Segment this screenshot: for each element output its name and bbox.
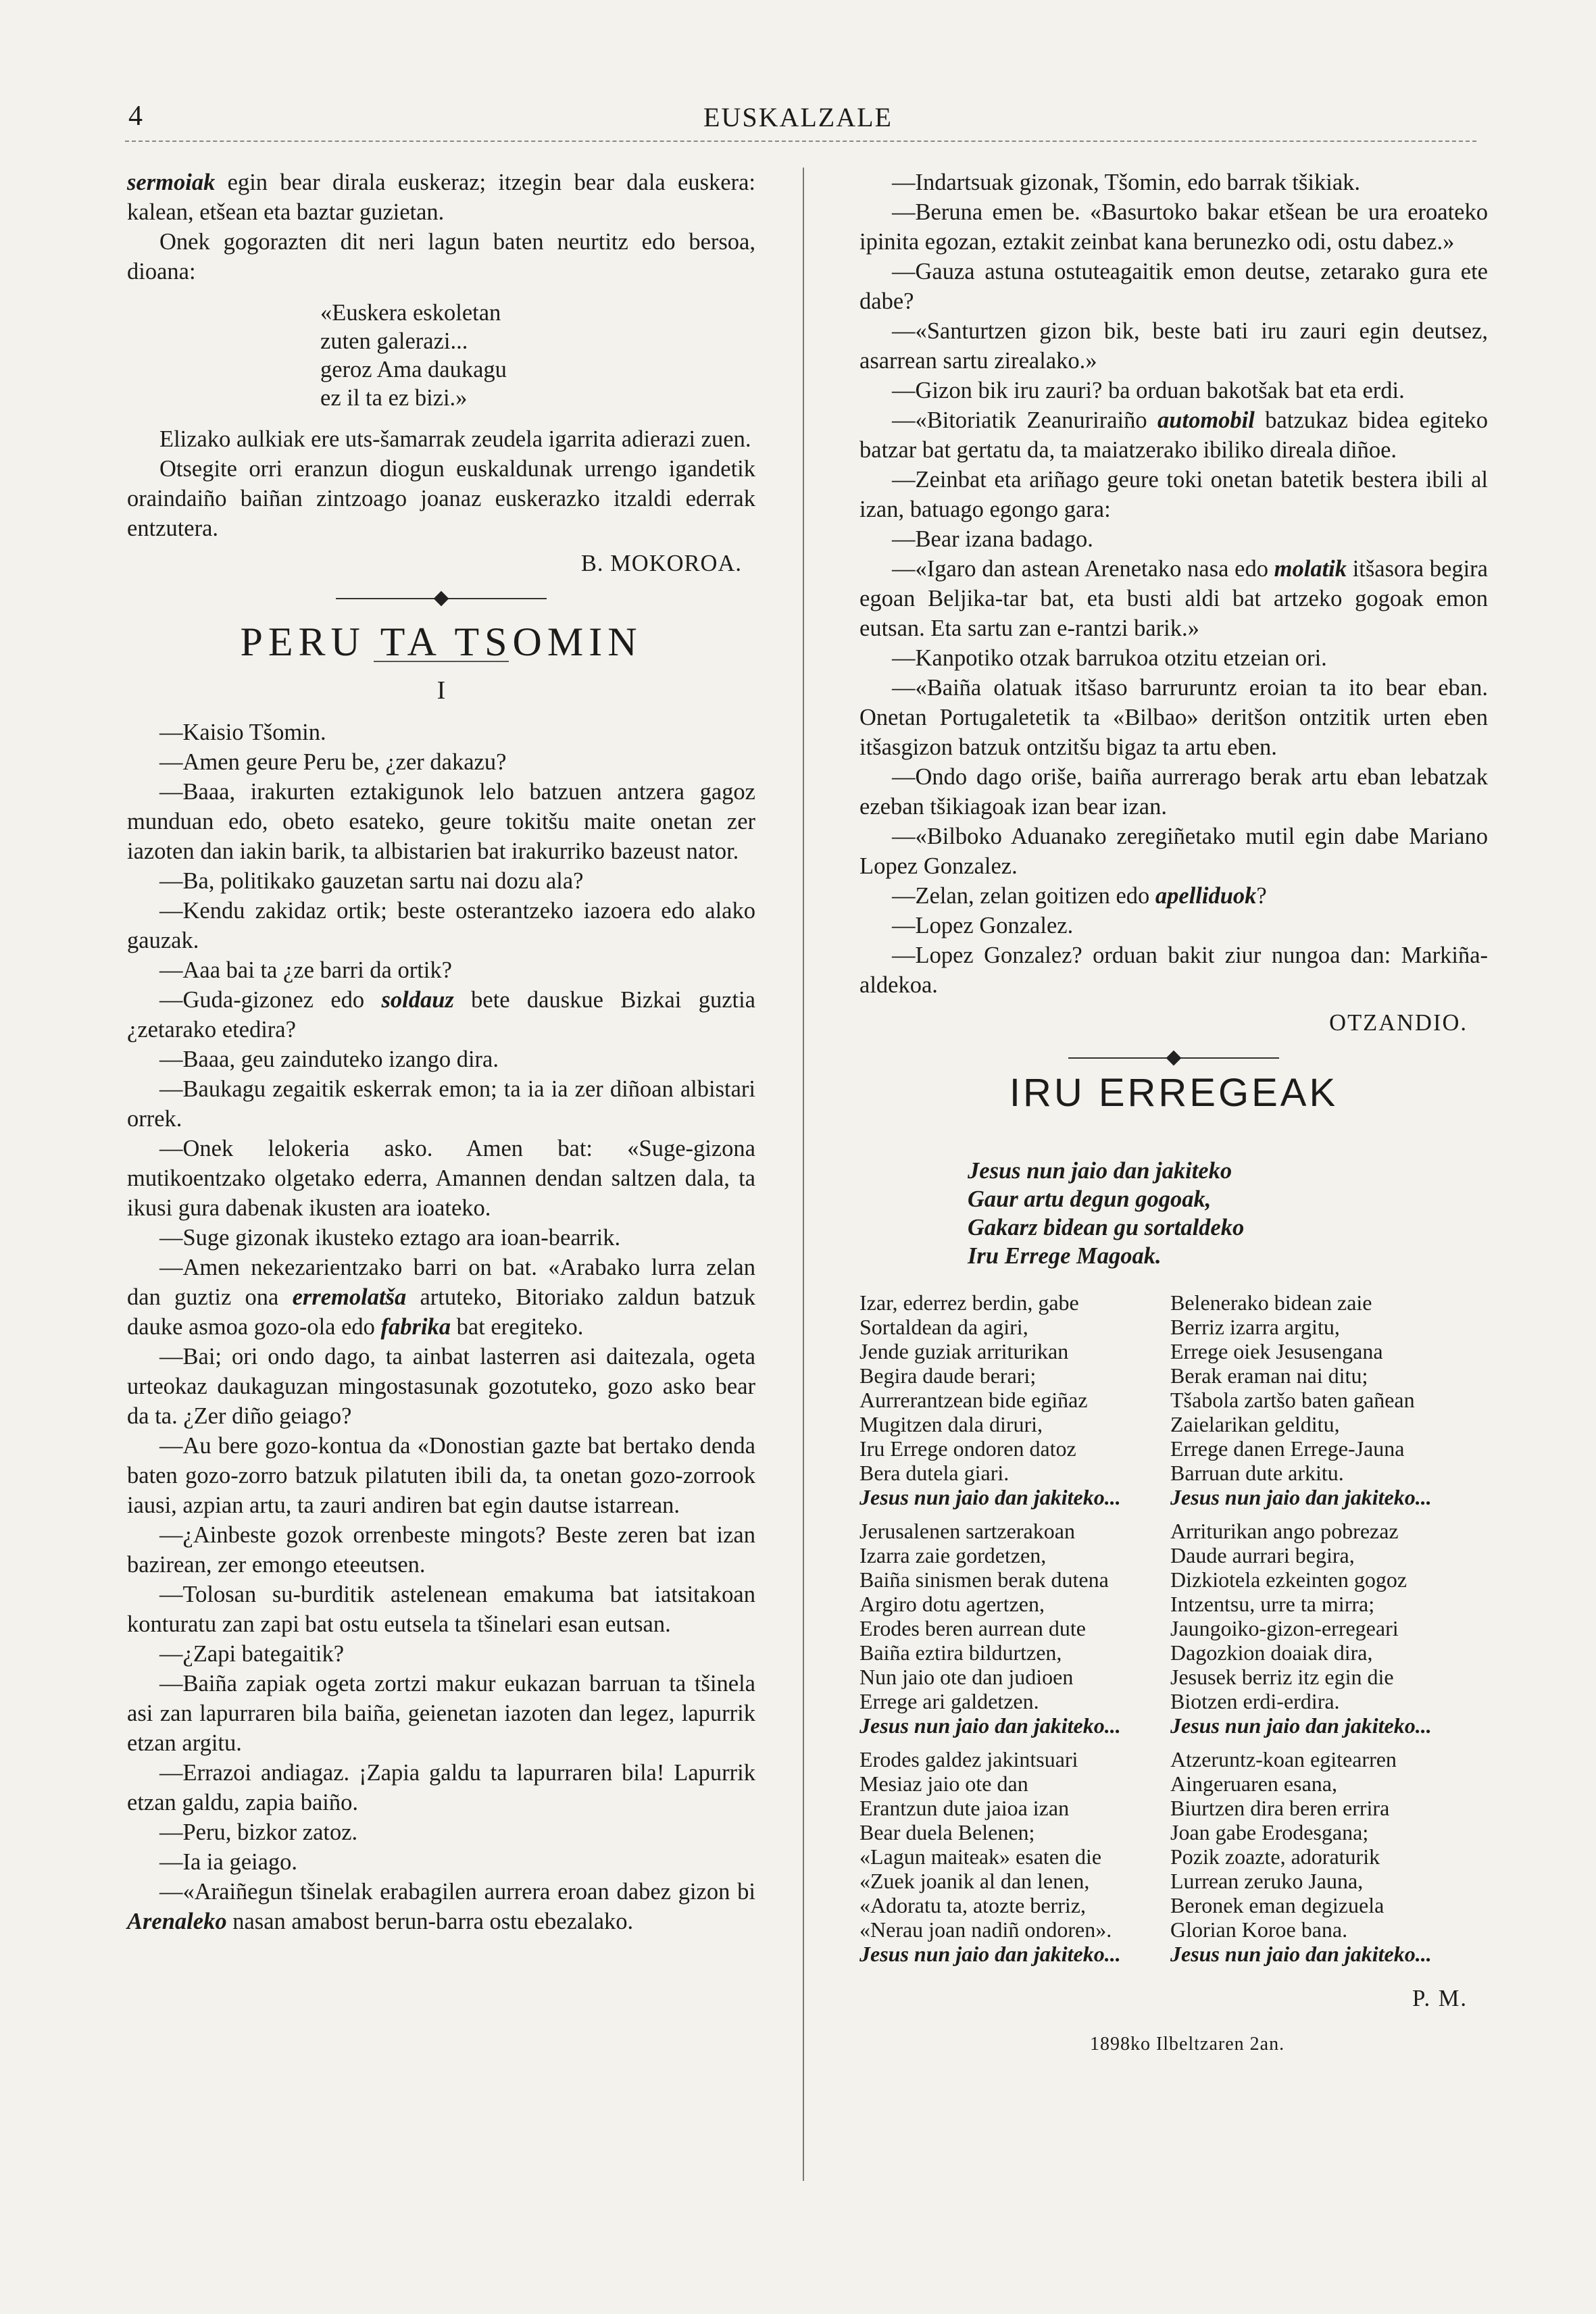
dialogue-line: —«Bilboko Aduanako zeregiñetako mutil egin dabe Mariano Lopez Gonzalez.	[859, 824, 1488, 879]
dialogue-line: —Amen geure Peru be, ¿zer dakazu?	[159, 749, 507, 775]
verse-line: ez il ta ez bizi.»	[320, 385, 468, 411]
poem-line: Zaielarikan gelditu,	[1170, 1412, 1340, 1436]
text-run: —Zelan, zelan goitizen edo	[892, 883, 1155, 909]
poem-line: Erantzun dute jaioa izan	[859, 1796, 1070, 1820]
dialogue-line: —Kaisio Tšomin.	[159, 720, 326, 745]
dialogue-line: —¿Ainbeste gozok orrenbeste mingots? Beste zeren bat izan bazirean, zer emongo eteeutsen.	[127, 1522, 755, 1578]
masthead-title: EUSKALZALE	[703, 102, 893, 132]
poem-line: Jende guziak arriturikan	[859, 1339, 1069, 1363]
poem-line: Nun jaio ote dan judioen	[859, 1665, 1074, 1689]
dialogue-line: —Kanpotiko otzak barrukoa otzitu etzeian ori.	[892, 645, 1327, 671]
dialogue-line: —¿Zapi bategaitik?	[159, 1641, 345, 1667]
date-note: 1898ko Ilbeltzaren 2an.	[1089, 2034, 1285, 2055]
poem-line: Biurtzen dira beren errira	[1170, 1796, 1390, 1820]
verse-line: geroz Ama daukagu	[320, 357, 507, 382]
dialogue-line: —Au bere gozo-kontua da «Donostian gazte bat bertako denda baten gozo-zorro batzuk pilatuten ibili da, ta onetan gozo-zorrook iausi, azpian artu, ta zauri andiren bat egin dautse istarrean.	[127, 1433, 755, 1518]
signature: OTZANDIO.	[1329, 1010, 1468, 1036]
verse-line: zuten galerazi...	[320, 328, 468, 354]
poem-line: Mugitzen dala diruri,	[859, 1412, 1043, 1436]
right-column	[859, 168, 1488, 2059]
signature: B. MOKOROA.	[580, 551, 742, 576]
italic-word: soldauz	[381, 987, 454, 1013]
intro-line: Iru Errege Magoak.	[968, 1243, 1162, 1269]
italic-word: Arenaleko	[127, 1909, 227, 1934]
dialogue-line: —Baukagu zegaitik eskerrak emon; ta ia ia zer diñoan albistari orrek.	[127, 1076, 755, 1132]
poem-line: Berriz izarra argitu,	[1170, 1315, 1340, 1339]
refrain-line: Jesus nun jaio dan jakiteko...	[1170, 1485, 1432, 1509]
dialogue-line	[859, 881, 1488, 911]
poem-line: Errege oiek Jesusengana	[1170, 1339, 1383, 1363]
section-title: IRU ERREGEAK	[1009, 1071, 1339, 1115]
left-column	[127, 168, 755, 1936]
text-run: egin bear dirala euskeraz; itzegin bear dala euskera: kalean, etšean eta baztar guzietan.	[127, 170, 755, 225]
text-run: —Amen nekezarientzako barri on bat. «Arabako lurra zelan dan guztiz ona	[127, 1255, 755, 1310]
poem	[859, 1290, 1488, 1976]
intro-line: Jesus nun jaio dan jakiteko	[968, 1158, 1232, 1184]
poem-line: Glorian Koroe bana.	[1170, 1917, 1348, 1942]
text-run: batzukaz bidea egiteko batzar bat gertatu da, ta maiatzerako ibiliko direala diñoe.	[859, 407, 1489, 463]
text-run: —«Araiñegun tšinelak erabagilen aurrera eroan dabez gizon bi	[159, 1879, 755, 1905]
dialogue-line: —«Santurtzen gizon bik, beste bati iru zauri egin deutsez, asarrean sartu zirealako.»	[859, 318, 1488, 374]
intro-line: Gakarz bidean gu sortaldeko	[968, 1215, 1245, 1240]
dialogue-line	[127, 1877, 755, 1936]
dialogue-line: —Kendu zakidaz ortik; beste osterantzeko iazoera edo alako gauzak.	[127, 898, 755, 953]
poem-signature: P. M.	[1412, 1986, 1468, 2011]
poem-line: Pozik zoazte, adoraturik	[1170, 1844, 1380, 1869]
poem-line: Berak eraman nai ditu;	[1170, 1363, 1368, 1388]
poem-line: Baiña sinismen berak dutena	[859, 1567, 1109, 1592]
text-run: ?	[1256, 883, 1267, 909]
poem-line: Bera dutela giari.	[859, 1461, 1009, 1485]
poem-line: Tšabola zartšo baten gañean	[1170, 1388, 1415, 1412]
poem-line: Belenerako bidean zaie	[1170, 1290, 1372, 1315]
poem-line: Erodes galdez jakintsuari	[859, 1747, 1078, 1771]
stanza	[1170, 1519, 1488, 1738]
italic-word: sermoiak	[127, 170, 216, 195]
poem-line: Izar, ederrez berdin, gabe	[859, 1290, 1079, 1315]
italic-word: fabrika	[380, 1314, 451, 1340]
poem-line: Begira daude berari;	[859, 1363, 1037, 1388]
refrain-line: Jesus nun jaio dan jakiteko...	[1170, 1942, 1432, 1966]
poem-line: Aingeruaren esana,	[1170, 1771, 1337, 1796]
poem-line: Intzentsu, urre ta mirra;	[1170, 1592, 1375, 1616]
ornament-divider	[127, 593, 755, 604]
text-run: —«Igaro dan astean Arenetako nasa edo	[892, 556, 1274, 582]
poem-line: Lurrean zeruko Jauna,	[1170, 1869, 1364, 1893]
stanza	[1170, 1747, 1488, 1966]
dialogue-line: —Ia ia geiago.	[159, 1849, 298, 1875]
dialogue-line: —Peru, bizkor zatoz.	[159, 1819, 358, 1845]
dialogue-line	[127, 1253, 755, 1342]
paragraph	[127, 168, 755, 227]
dialogue-line: —Tolosan su-burditik astelenean emakuma bat iatsitakoan konturatu zan zapi bat ostu eutsela ta tšinelari esan eutsan.	[127, 1582, 755, 1637]
poem-line: «Lagun maiteak» esaten die	[859, 1844, 1102, 1869]
refrain-line: Jesus nun jaio dan jakiteko...	[859, 1485, 1121, 1509]
poem-line: Argiro dotu agertzen,	[859, 1592, 1045, 1616]
poem-line: Atzeruntz-koan egitearren	[1170, 1747, 1397, 1771]
dialogue	[859, 168, 1488, 1000]
refrain-line: Jesus nun jaio dan jakiteko...	[859, 1942, 1121, 1966]
dialogue-line: —Baaa, geu zainduteko izango dira.	[159, 1047, 499, 1072]
chapter-number: I	[437, 676, 446, 705]
dialogue-line: —«Baiña olatuak itšaso barruruntz eroian ta ito bear eban. Onetan Portugaletetik ta «Bilbao» deritšon ontzitik urten eben itšasgizon batzuk ontzitšu bigaz ta artu eben.	[859, 675, 1488, 760]
dialogue-line: —Gizon bik iru zauri? ba orduan bakotšak bat eta erdi.	[892, 378, 1405, 403]
poem-line: Sortaldean da agiri,	[859, 1315, 1028, 1339]
dialogue-line: —Zeinbat eta ariñago geure toki onetan batetik bestera ibili al izan, batuago egongo gara:	[859, 467, 1488, 522]
dialogue-line: —Lopez Gonzalez? orduan bakit ziur nungoa dan: Markiña-aldekoa.	[859, 942, 1488, 998]
paragraph: Otsegite orri eranzun diogun euskaldunak urrengo igandetik oraindaiño baiñan zintzoago joanaz euskerazko itzaldi ederrak entzutera.	[127, 456, 755, 541]
poem-line: Erodes beren aurrean dute	[859, 1616, 1086, 1640]
dialogue-line: —Beruna emen be. «Basurtoko bakar etšean be ura eroateko ipinita egozan, eztakit zeinbat kana berunezko odi, ostu dabez.»	[859, 199, 1488, 255]
text-run: itšasora begira egoan Beljika-tar bat, eta busti aldi bat artzeko gogoak emon eutsan. Eta sartu zan e-rantzi barik.»	[859, 556, 1488, 641]
dialogue-line: —Lopez Gonzalez.	[892, 913, 1074, 938]
poem-line: «Zuek joanik al dan lenen,	[859, 1869, 1090, 1893]
dialogue-line: —Gauza astuna ostuteagaitik emon deutse, zetarako gura ete dabe?	[859, 259, 1488, 314]
verse-line: «Euskera eskoletan	[320, 300, 501, 326]
dialogue-line: —Bai; ori ondo dago, ta ainbat lasterren asi daitezala, ogeta urteokaz daukaguzan mingostasunak gozotuteko, gozo asko bear da ta. ¿Zer diño geiago?	[127, 1344, 755, 1429]
dialogue	[127, 718, 755, 1936]
italic-word: erremolatša	[292, 1284, 407, 1310]
dialogue-line	[127, 985, 755, 1045]
italic-word: automobil	[1157, 407, 1255, 433]
dialogue-line: —Ondo dago oriše, baiña aurrerago berak artu eban lebatzak ezeban tšikiagoak izan bear izan.	[859, 764, 1488, 820]
poem-line: Jesusek berriz itz egin die	[1170, 1665, 1394, 1689]
dialogue-line: —Onek lelokeria asko. Amen bat: «Suge-gizona mutikoentzako olgetako ederra, Amannen dendan saltzen dala, ta ikusi gura dabenak ikusten ara ioateko.	[127, 1136, 755, 1221]
text-run: artuteko, Bitoriako zaldun batzuk dauke asmoa gozo-ola edo	[127, 1284, 756, 1340]
column-divider	[803, 168, 804, 2181]
dialogue-line	[859, 554, 1488, 643]
dialogue-line: —Bear izana badago.	[892, 526, 1093, 552]
refrain-line: Jesus nun jaio dan jakiteko...	[859, 1713, 1121, 1738]
intro-line: Gaur artu degun gogoak,	[968, 1186, 1212, 1212]
text-run: —«Bitoriatik Zeanuriraiño	[892, 407, 1158, 433]
refrain-line: Jesus nun jaio dan jakiteko...	[1170, 1713, 1432, 1738]
poem-line: Iru Errege ondoren datoz	[859, 1436, 1076, 1461]
poem-intro	[968, 1157, 1488, 1270]
dialogue-line: —Suge gizonak ikusteko eztago ara ioan-bearrik.	[159, 1225, 621, 1251]
dialogue-line	[859, 405, 1488, 465]
section-title: PERU TA TSOMIN	[240, 620, 643, 664]
dialogue-line: —Indartsuak gizonak, Tšomin, edo barrak tšikiak.	[892, 170, 1361, 195]
header-rule	[125, 141, 1476, 142]
stanza	[859, 1747, 1151, 1966]
poem-line: Errege ari galdetzen.	[859, 1689, 1039, 1713]
stanza	[859, 1290, 1151, 1509]
poem-line: Jerusalenen sartzerakoan	[859, 1519, 1075, 1543]
stanza	[1170, 1290, 1488, 1509]
poem-line: Mesiaz jaio ote dan	[859, 1771, 1028, 1796]
poem-column-left	[859, 1290, 1151, 1976]
text-run: —Guda-gizonez edo	[159, 987, 382, 1013]
italic-word: molatik	[1274, 556, 1347, 582]
ornament-divider	[859, 1053, 1488, 1063]
dialogue-line: —Baiña zapiak ogeta zortzi makur eukazan barruan ta tšinela asi zan lapurraren bila baiña, geienetan iazoten dan legez, lapurrik etzan argitu.	[127, 1671, 755, 1756]
poem-column-right	[1170, 1290, 1488, 1976]
dialogue-line: —Baaa, irakurten eztakigunok lelo batzuen antzera gagoz munduan edo, obeto esateko, geure tokitšu maite onetan zer iazoten dan iakin barik, ta albistarien bat irakurriko bazeust nator.	[127, 779, 755, 864]
dialogue-line: —Errazoi andiagaz. ¡Zapia galdu ta lapurraren bila! Lapurrik etzan galdu, zapia baiño.	[127, 1760, 755, 1815]
poem-line: Baiña eztira bildurtzen,	[859, 1640, 1062, 1665]
poem-line: Errege danen Errege-Jauna	[1170, 1436, 1405, 1461]
poem-line: «Adoratu ta, atozte berriz,	[859, 1893, 1086, 1917]
page-number: 4	[128, 101, 143, 132]
poem-line: Dagozkion doaiak dira,	[1170, 1640, 1373, 1665]
paragraph: Elizako aulkiak ere uts-šamarrak zeudela igarrita adierazi zuen.	[159, 426, 751, 452]
poem-line: Dizkiotela ezkeinten gogoz	[1170, 1567, 1407, 1592]
poem-line: Daude aurrari begira,	[1170, 1543, 1355, 1567]
poem-line: «Nerau joan nadiñ ondoren».	[859, 1917, 1112, 1942]
stanza	[859, 1519, 1151, 1738]
poem-line: Bear duela Belenen;	[859, 1820, 1035, 1844]
dialogue-line: —Aaa bai ta ¿ze barri da ortik?	[159, 957, 452, 983]
poem-line: Arriturikan ango pobrezaz	[1170, 1519, 1399, 1543]
paragraph: Onek gogorazten dit neri lagun baten neurtitz edo bersoa, dioana:	[127, 229, 755, 284]
text-run: bat eregiteko.	[451, 1314, 584, 1340]
poem-line: Biotzen erdi-erdira.	[1170, 1689, 1340, 1713]
poem-line: Barruan dute arkitu.	[1170, 1461, 1344, 1485]
poem-line: Joan gabe Erodesgana;	[1170, 1820, 1369, 1844]
text-run: bete dauskue Bizkai guztia ¿zetarako etedira?	[127, 987, 755, 1042]
italic-word: apelliduok	[1155, 883, 1257, 909]
poem-line: Beronek eman degizuela	[1170, 1893, 1385, 1917]
poem-line: Izarra zaie gordetzen,	[859, 1543, 1047, 1567]
quoted-verse	[320, 299, 755, 412]
text-run: nasan amabost berun-barra ostu ebezalako.	[226, 1909, 634, 1934]
dialogue-line: —Ba, politikako gauzetan sartu nai dozu ala?	[159, 868, 584, 894]
poem-line: Aurrerantzean bide egiñaz	[859, 1388, 1088, 1412]
poem-line: Jaungoiko-gizon-erregeari	[1170, 1616, 1399, 1640]
